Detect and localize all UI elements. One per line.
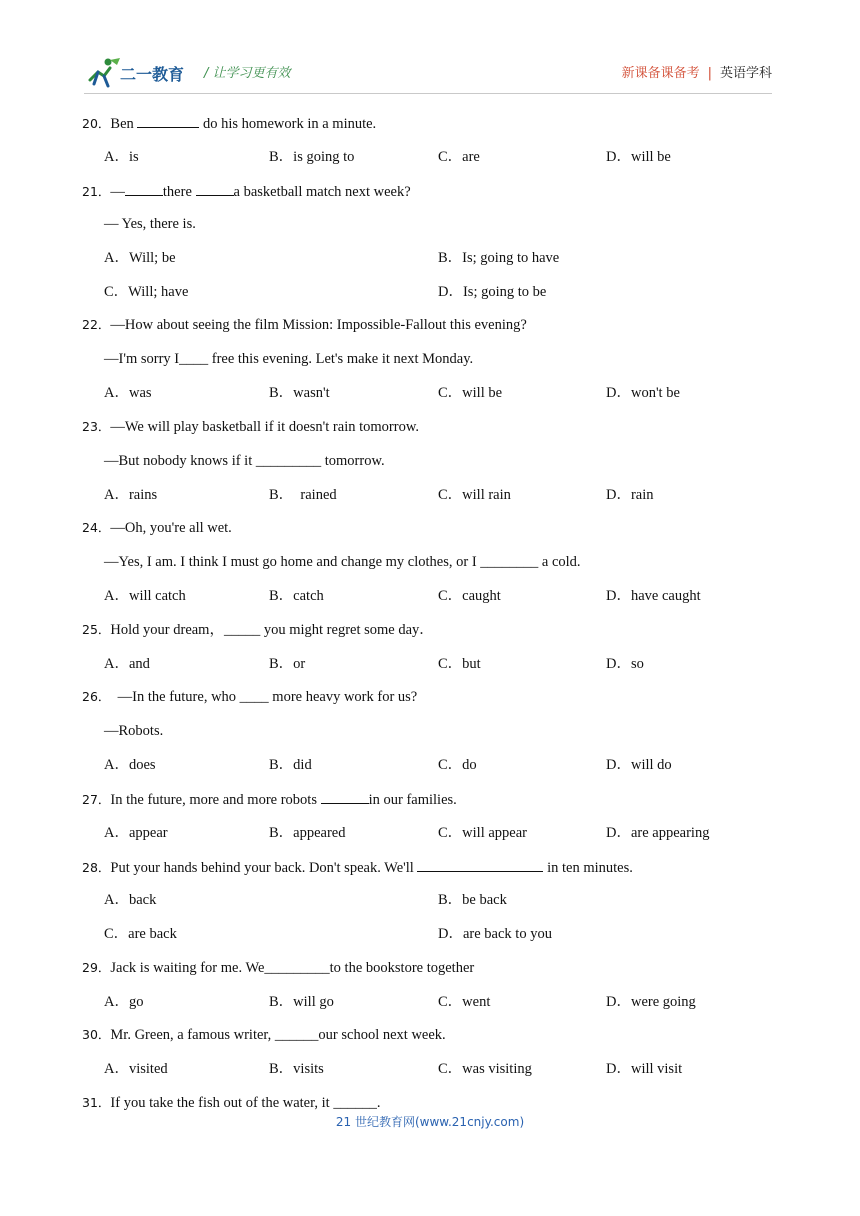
option-b: B．or — [269, 656, 306, 672]
header-divider — [84, 93, 772, 94]
stem-text: to the bookstore together — [329, 960, 475, 976]
answer-blank: ____ — [179, 351, 209, 367]
option-a: A．back — [104, 892, 157, 908]
option-b: B．is going to — [269, 149, 355, 165]
reply-part: —But nobody knows if it — [104, 453, 256, 469]
page-header — [0, 0, 860, 100]
question-21 — [82, 182, 411, 201]
answer-blank — [137, 114, 199, 128]
option-c: C．Will; have — [104, 284, 189, 300]
option-a: A．was — [104, 385, 152, 401]
reply-part: a cold. — [538, 554, 581, 570]
option-d: D．Is; going to be — [438, 284, 547, 300]
option-a: A．Will; be — [104, 250, 176, 266]
option-b: B．Is; going to have — [438, 250, 560, 266]
reply-text — [104, 452, 385, 470]
question-29 — [82, 959, 474, 977]
question-number: 28． — [82, 860, 111, 875]
option-d: D．won't be — [606, 385, 680, 401]
option-b: B．visits — [269, 1061, 324, 1077]
stem-text: In the future, more and more robots — [110, 792, 321, 808]
option-c: C．will appear — [438, 825, 527, 841]
reply-part: tomorrow. — [321, 453, 385, 469]
reply-part: free this evening. Let's make it next Monday. — [208, 351, 474, 367]
logo-text: 二一教育 — [120, 65, 185, 84]
option-c: C．do — [438, 757, 477, 773]
logo — [84, 56, 194, 88]
option-c: C．caught — [438, 588, 501, 604]
option-d: D．have caught — [606, 588, 701, 604]
option-a: A．does — [104, 757, 156, 773]
answer-blank: ______ — [274, 1027, 319, 1043]
header-separator: | — [707, 66, 712, 81]
question-22 — [82, 316, 527, 334]
option-d: D．were going — [606, 994, 696, 1010]
option-c: C．was visiting — [438, 1061, 532, 1077]
reply-part: —Yes, I am. I think I must go home and change my clothes, or I — [104, 554, 481, 570]
question-25 — [82, 621, 434, 639]
stem-text: Put your hands behind your back. Don't speak. We'll — [110, 860, 418, 876]
option-a: A．and — [104, 656, 150, 672]
option-c: C．will be — [438, 385, 503, 401]
header-right — [622, 62, 772, 81]
option-a: A．is — [104, 149, 139, 165]
option-b: B．be back — [438, 892, 507, 908]
question-number: 24． — [82, 520, 111, 535]
reply-text: — Yes, there is. — [104, 216, 196, 232]
question-number: 31． — [82, 1095, 111, 1110]
option-a: A．will catch — [104, 588, 186, 604]
answer-blank — [125, 182, 163, 196]
stem-text: — — [110, 184, 125, 200]
header-subject: 英语学科 — [719, 66, 772, 81]
answer-blank: ______ — [333, 1095, 377, 1111]
option-d: D．are back to you — [438, 926, 552, 942]
stem-text: —Oh, you're all wet. — [110, 520, 232, 536]
answer-blank: ____ — [239, 689, 269, 705]
stem-text: Hold your dream， — [110, 622, 224, 638]
stem-text: . — [376, 1095, 381, 1111]
stem-text: If you take the fish out of the water, it — [110, 1095, 334, 1111]
question-number: 29． — [82, 960, 111, 975]
option-c: C．but — [438, 656, 481, 672]
stem-text: —We will play basketball if it doesn't rain tomorrow. — [110, 419, 419, 435]
question-number: 23． — [82, 419, 111, 434]
option-c: C．went — [438, 994, 491, 1010]
answer-blank — [417, 858, 543, 872]
question-20 — [82, 114, 376, 133]
option-a: A．rains — [104, 487, 158, 503]
stem-text: Jack is waiting for me. We — [110, 960, 265, 976]
option-c: C．are — [438, 149, 480, 165]
question-number: 26． — [82, 689, 111, 704]
stem-text: —How about seeing the film Mission: Impossible-Fallout this evening? — [110, 317, 527, 333]
answer-blank — [196, 182, 234, 196]
stem-text: our school next week. — [318, 1027, 446, 1043]
stem-text: more heavy work for us? — [268, 689, 418, 705]
question-number: 25． — [82, 622, 111, 637]
option-d: D．rain — [606, 487, 654, 503]
stem-text: a basketball match next week? — [233, 184, 411, 200]
answer-blank: ________ — [480, 554, 539, 570]
option-c: C．will rain — [438, 487, 511, 503]
question-number: 27． — [82, 792, 111, 807]
option-d: D．so — [606, 656, 644, 672]
stem-text: —In the future, who — [110, 689, 240, 705]
option-a: A．appear — [104, 825, 168, 841]
stem-text: you might regret some day． — [260, 622, 434, 638]
option-b: B．appeared — [269, 825, 346, 841]
option-c: C．are back — [104, 926, 177, 942]
option-b: B．did — [269, 757, 312, 773]
answer-blank: _________ — [264, 960, 330, 976]
option-a: A．go — [104, 994, 144, 1010]
option-b: B．will go — [269, 994, 334, 1010]
option-d: D．will do — [606, 757, 672, 773]
option-b: B．catch — [269, 588, 324, 604]
stem-text: in our families. — [368, 792, 457, 808]
reply-part: —I'm sorry I — [104, 351, 180, 367]
option-d: D．are appearing — [606, 825, 710, 841]
slogan: / 让学习更有效 — [204, 66, 291, 81]
runner-logo-icon — [84, 56, 124, 88]
reply-text: —Robots. — [104, 723, 164, 739]
stem-text: Mr. Green, a famous writer, — [110, 1027, 275, 1043]
answer-blank: _____ — [223, 622, 261, 638]
reply-text — [104, 350, 473, 368]
page-footer: 21 世纪教育网(www.21cnjy.com) — [335, 1115, 525, 1129]
stem-text: do his homework in a minute. — [199, 116, 377, 132]
question-number: 30． — [82, 1027, 111, 1042]
question-number: 20． — [82, 116, 111, 131]
option-d: D．will be — [606, 149, 671, 165]
answer-blank: _________ — [255, 453, 322, 469]
question-28 — [82, 858, 633, 877]
question-number: 21． — [82, 184, 111, 199]
question-number: 22． — [82, 317, 111, 332]
question-24 — [82, 519, 232, 537]
question-30 — [82, 1026, 446, 1044]
stem-text: in ten minutes. — [543, 860, 633, 876]
option-a: A．visited — [104, 1061, 168, 1077]
stem-text: there — [162, 184, 196, 200]
reply-text — [104, 553, 581, 571]
option-d: D．will visit — [606, 1061, 683, 1077]
option-b: B． rained — [269, 487, 337, 503]
question-23 — [82, 418, 419, 436]
answer-blank — [321, 790, 369, 804]
question-26 — [82, 688, 417, 706]
question-27 — [82, 790, 457, 809]
question-31 — [82, 1094, 380, 1112]
header-tagline: 新课备课备考 — [621, 66, 700, 81]
stem-text: Ben — [110, 116, 138, 132]
option-b: B．wasn't — [269, 385, 330, 401]
